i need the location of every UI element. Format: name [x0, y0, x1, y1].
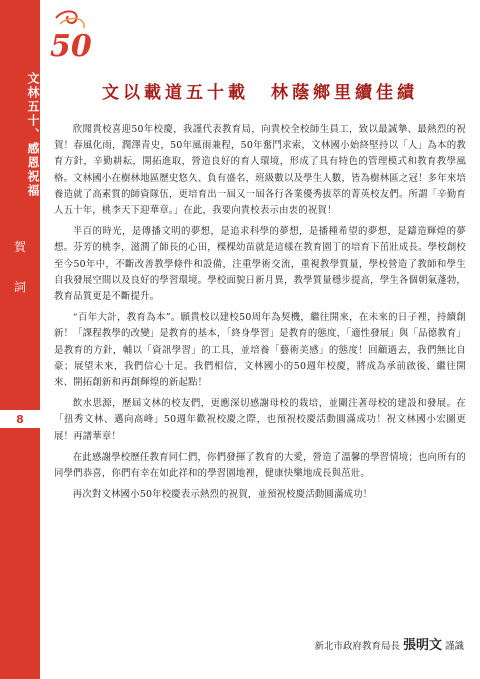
title-right: 林蔭鄉里續佳績: [271, 83, 418, 103]
logo-number: 50: [50, 29, 92, 60]
anniversary-logo-icon: [46, 6, 100, 60]
signature: [314, 634, 464, 653]
sidebar-tail-glyphs: [0, 240, 40, 320]
letter-body: [54, 122, 466, 508]
signature-title: 新北市政府教育局長: [314, 641, 400, 652]
page-title: [40, 78, 480, 103]
paragraph: 再次對文林國小50年校慶表示熱烈的祝賀，並預祝校慶活動圓滿成功！: [72, 489, 373, 501]
signature-suffix: 謹識: [444, 641, 464, 652]
paragraph: “百年大計，教育為本”。願貴校以建校50周年為契機，繼往開來，在未來的日子裡，持續創新！「課程教學的改變」是教育的基本，「終身學習」是教育的態度，「適性發展」與「品德教育」是教育的方針，輔以「資訊學習」的工具，並培養「藝術美感」的態度！回顧過去，我們無比自豪；展望未來，我們信心十足。我們相信，文林國小的50週年校慶，將成為承前啟後、繼往開來、開拓創新和再創輝煌的新起點！: [54, 312, 466, 389]
page-number: 8: [16, 412, 24, 426]
signature-name: 張明文: [402, 638, 442, 653]
paragraph: 半百的時光，是傳播文明的夢想，是追求科學的夢想，是播種希望的夢想，是鑄造輝煌的夢想。芬芳的桃李，滋潤了師長的心田，棵棵幼苗就是這樣在教育園丁的培育下茁壯成長。學校創校至今50年中，不斷改善教學條件和設備，注重學術交流，重視教學質量，學校營造了教師和學生自我發展空間以及良好的學習環境。學校面貌日新月異，教學質量穩步提高，學生各個朝氣蓬勃，教育品質更是不斷提升。: [54, 226, 466, 303]
paragraph: 在此感謝學校歷任教育同仁們，你們發揮了教育的大愛，營造了溫馨的學習情境；也向所有的同學們恭喜，你們有幸在如此祥和的學習園地裡，健康快樂地成長與茁壯。: [54, 451, 466, 480]
anniversary-logo: [46, 6, 100, 60]
sidebar-glyph-1: 賀: [13, 240, 26, 254]
sidebar-glyph-2: 詞: [13, 280, 26, 294]
paragraph: 飲水思源，歷屆文林的校友們，更應深切感謝母校的栽培，並關注著母校的建設和發展。在「扭秀文林、邁向高峰」50週年歡祝校慶之際，也預祝校慶活動圓滿成功！祝文林國小宏圖更展！再譜華章！: [54, 398, 466, 442]
sidebar-vertical-title: 文林五十、感恩祝福: [26, 72, 40, 198]
page-number-box: [0, 410, 40, 428]
paragraph: 欣聞貴校喜迎50年校慶，我謹代表教育局，向貴校全校師生員工，致以最誠摯、最熱烈的祝賀！春風化雨，潤澤青史，50年風雨兼程，50年奮鬥求索，文林國小始終堅持以「人」為本的教育方針，辛勤耕耘，開拓進取，營造良好的育人環境，形成了具有特色的管理模式和教育教學風格。文林國小在樹林地區歷史悠久、負有盛名，班級數以及學生人數，皆為樹林區之冠！多年來培養造就了高素質的師資隊伍，更培育出一屆又一屆各行各業優秀拔萃的菁英校友們。所謂「辛勤育人五十年，桃李天下迎華章。」在此，我要向貴校表示由衷的祝賀！: [54, 124, 466, 217]
title-left: 文以載道五十載: [102, 83, 249, 103]
sidebar: [0, 0, 40, 679]
